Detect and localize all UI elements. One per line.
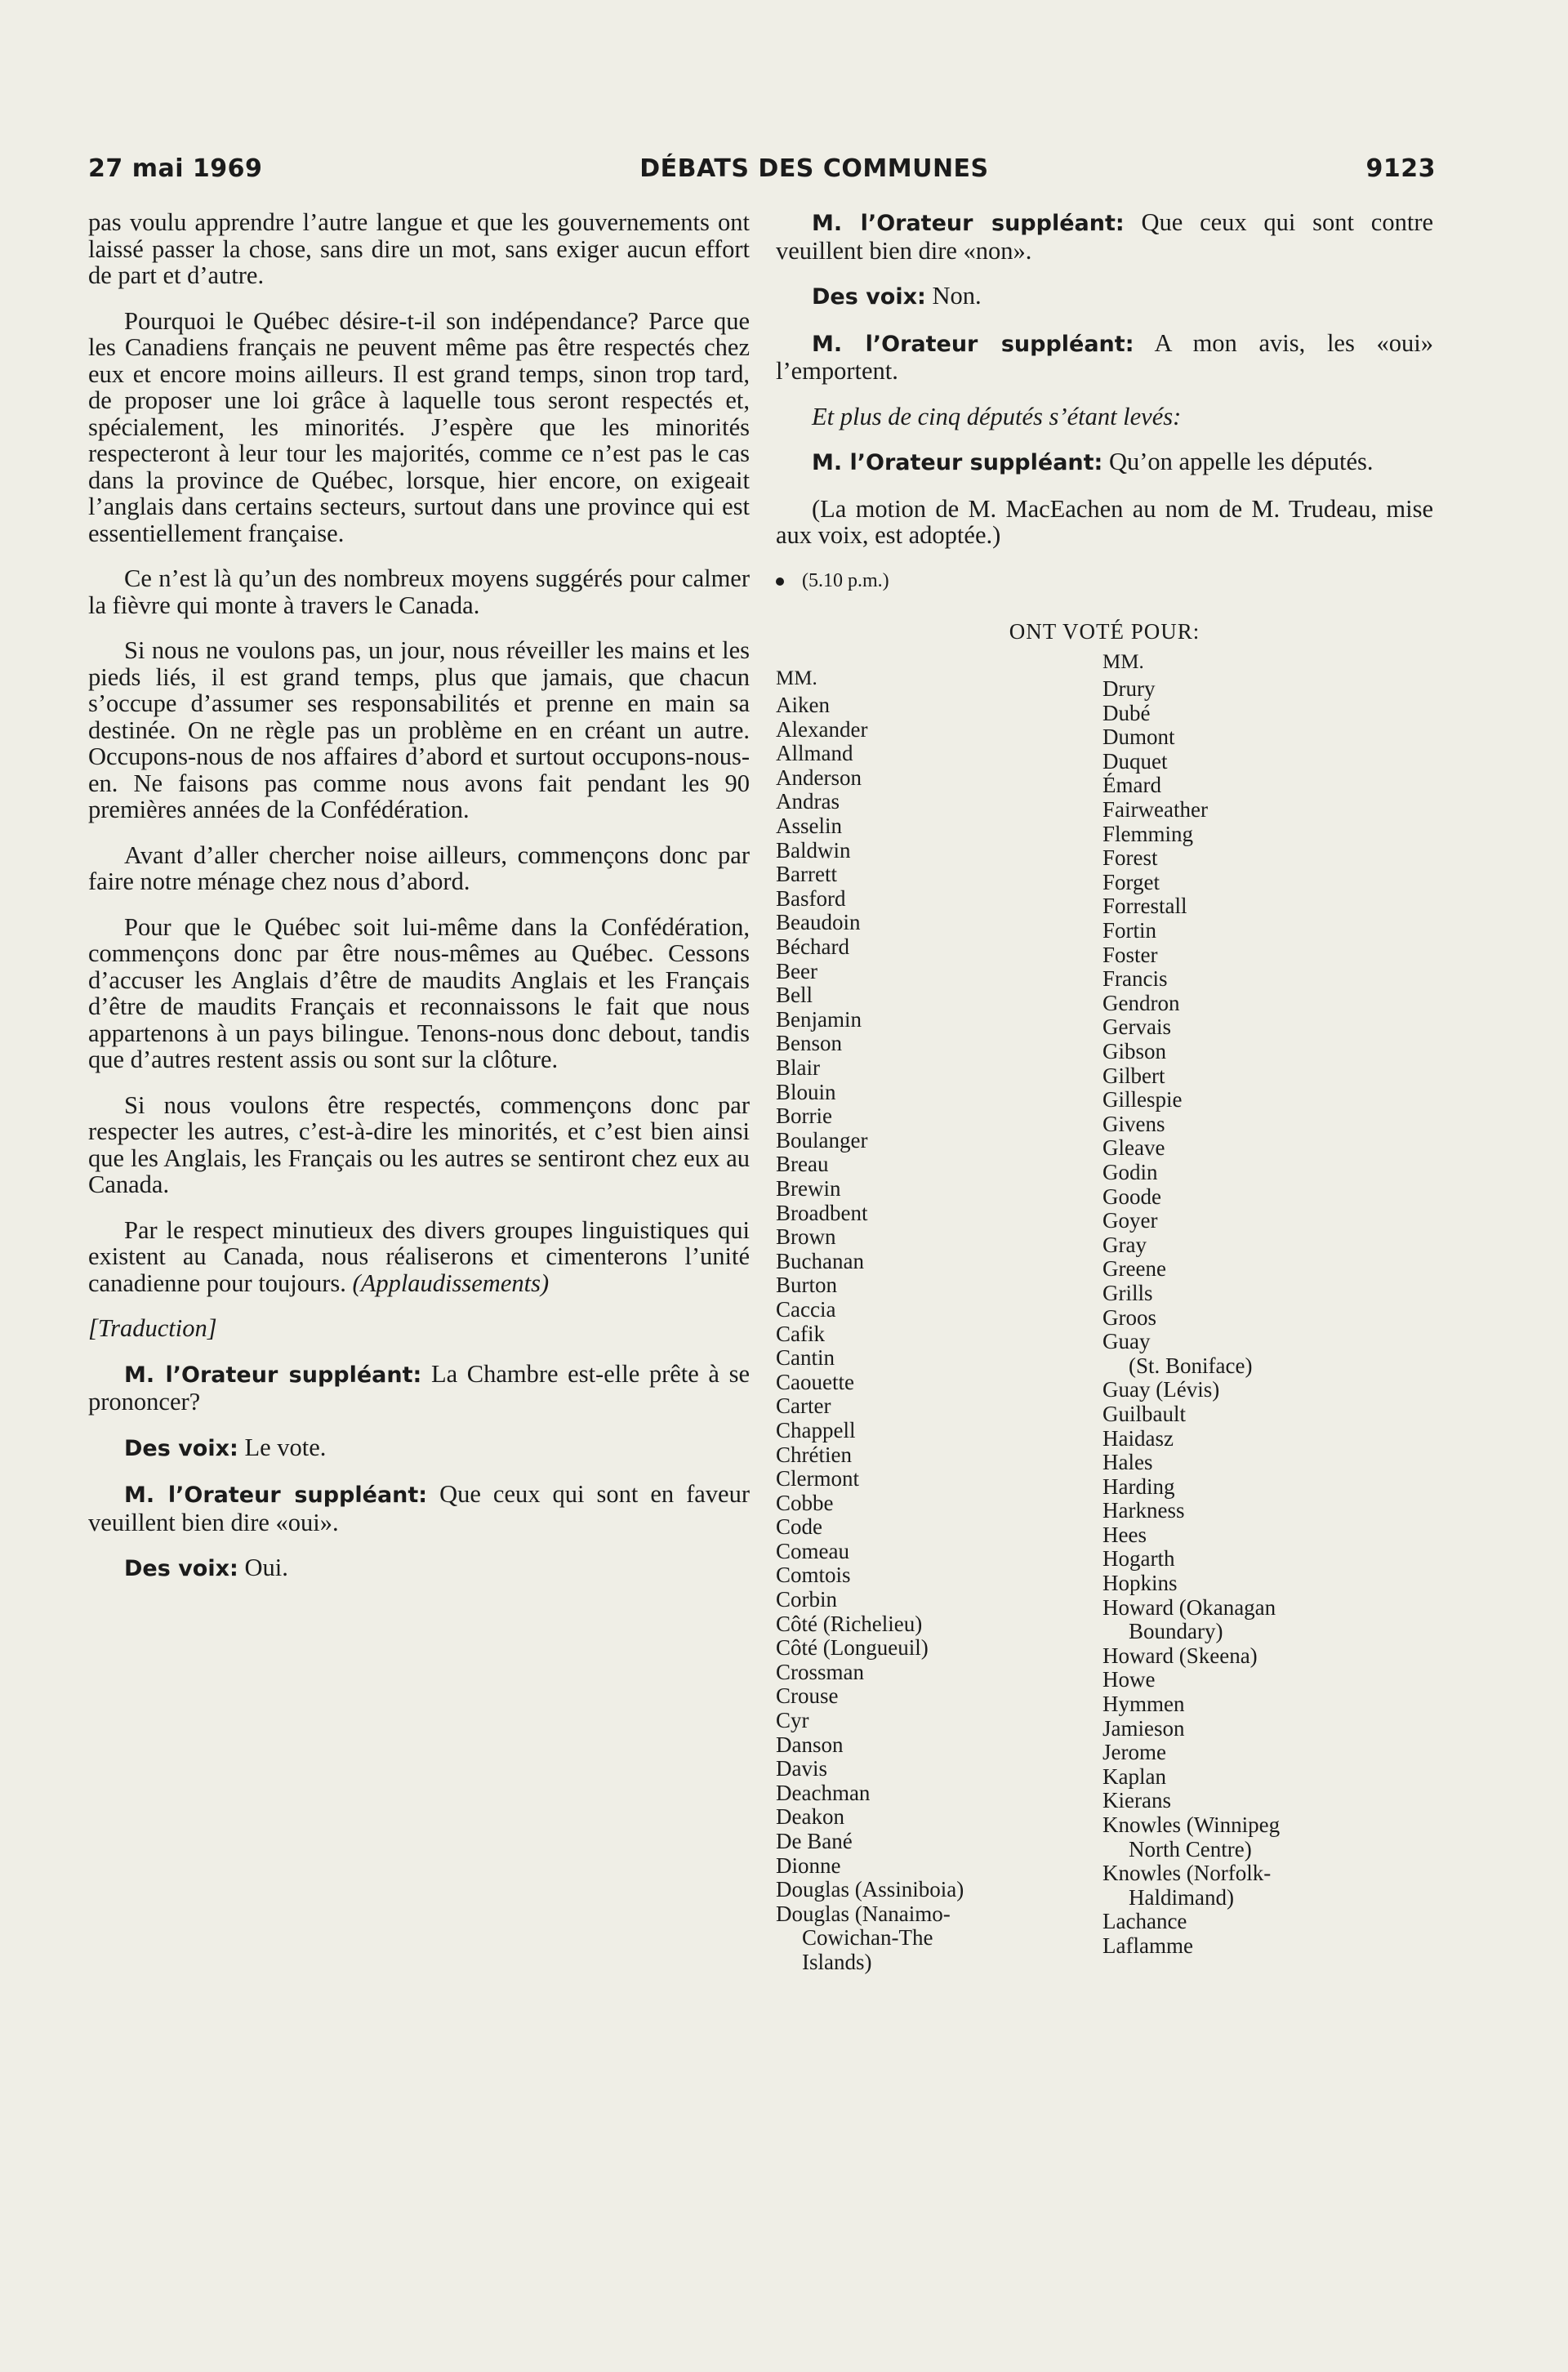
member-name: Boulanger — [776, 1127, 868, 1153]
member-name: Barrett — [776, 862, 837, 887]
member-name: Douglas (Nanaimo- — [776, 1901, 951, 1926]
paragraph: Si nous voulons être respectés, commençons donc par respecter les autres, c’est-à-dire les minorités, et c’est bien ainsi que les Anglais, les Français ou les autres se sentiront chez eux au Canada. — [88, 1090, 750, 1198]
vote-heading: ONT VOTÉ POUR: — [1009, 619, 1200, 644]
member-name: Carter — [776, 1393, 831, 1419]
member-name: Cantin — [776, 1345, 835, 1371]
member-name: Hopkins — [1102, 1571, 1178, 1596]
member-name: Hogarth — [1102, 1546, 1175, 1572]
paragraph: Avant d’aller chercher noise ailleurs, commençons donc par faire notre ménage chez nous d’abord. — [88, 840, 750, 895]
speaker-name: M. l’Orateur suppléant: — [812, 331, 1134, 357]
member-name: Allmand — [776, 741, 853, 766]
paragraph: Ce n’est là qu’un des nombreux moyens suggérés pour calmer la fièvre qui monte à travers le Canada. — [88, 564, 750, 619]
member-name: Gillespie — [1102, 1087, 1183, 1112]
member-name: Guay — [1102, 1329, 1151, 1354]
member-name: Fortin — [1102, 918, 1157, 943]
member-name: Cowichan-The — [802, 1925, 933, 1951]
member-name: Foster — [1102, 942, 1158, 967]
member-name: Clermont — [776, 1466, 859, 1491]
left-column — [88, 209, 750, 1602]
speaker-name: Des voix: — [124, 1435, 238, 1461]
member-name: Beaudoin — [776, 910, 861, 935]
member-name: Laflamme — [1102, 1933, 1193, 1958]
speech-text: Le vote. — [244, 1433, 327, 1461]
paragraph: pas voulu apprendre l’autre langue et que les gouvernements ont laissé passer la chose, sans dire un mot, sans exiger aucun effort de part et d’autre. — [88, 208, 750, 289]
member-name: Gleave — [1102, 1135, 1165, 1161]
member-name: Kierans — [1102, 1788, 1171, 1813]
names-column-1 — [776, 667, 1102, 1975]
paragraph: Si nous ne voulons pas, un jour, nous réveiller les mains et les pieds liés, il est grand temps, plus que jamais, que chacun s’occupe d’assumer ses responsabilités et prenne en main sa destinée. On ne règle pas un problème en en créant un autre. Occupons-nous de nos affaires d’abord et surtout occupons-nous-en. Ne faisons pas comme nous avons fait pendant les 90 premières années de la Confédération. — [88, 636, 750, 823]
member-name: Deakon — [776, 1804, 844, 1830]
member-name: Dubé — [1102, 700, 1151, 725]
member-name: Jamieson — [1102, 1715, 1185, 1741]
member-name: Baldwin — [776, 837, 851, 863]
speech — [776, 448, 1433, 477]
member-name: De Bané — [776, 1829, 853, 1853]
speech-text: Non. — [932, 282, 982, 310]
member-name: Cobbe — [776, 1490, 834, 1515]
member-name: North Centre) — [1129, 1836, 1252, 1861]
member-name: Brown — [776, 1224, 836, 1250]
member-name: Buchanan — [776, 1248, 864, 1273]
member-name: Broadbent — [776, 1200, 868, 1225]
speech — [776, 209, 1433, 264]
member-name: Goode — [1102, 1184, 1161, 1209]
member-name: Grills — [1102, 1280, 1153, 1305]
speech-text: Que ceux qui sont contre veuillent bien dire «non». — [776, 208, 1434, 265]
mm-label: MM. — [776, 667, 817, 689]
member-name: Islands) — [802, 1949, 872, 1974]
member-name: Émard — [1102, 773, 1161, 798]
member-name: Comeau — [776, 1538, 849, 1563]
member-name: Bell — [776, 983, 813, 1008]
member-name: Crossman — [776, 1659, 864, 1684]
speech — [88, 1554, 750, 1583]
speech — [88, 1361, 750, 1416]
member-name: Douglas (Assiniboia) — [776, 1877, 964, 1902]
member-name: Aiken — [776, 693, 830, 718]
speech-text: La Chambre est-elle prête à se prononcer? — [88, 1359, 750, 1416]
stage-direction: Et plus de cinq députés s’étant levés: — [812, 402, 1182, 430]
paragraph: Pourquoi le Québec désire-t-il son indépendance? Parce que les Canadiens français ne peuvent même pas être respectés chez eux et encore moins ailleurs. Il est grand temps, sinon trop tard, de proposer une loi grâce à laquelle tous seront respectés et, spécialement, les minorités. J’espère que les minorités respecteront à leur tour les majorités, comme ce n’est pas le cas dans la province de Québec, lorsque, hier encore, on exigeait l’anglais dans certains secteurs, surtout dans une province qui est essentiellement française. — [88, 306, 750, 547]
speaker-name: Des voix: — [124, 1556, 238, 1581]
member-name: Knowles (Norfolk- — [1102, 1861, 1272, 1886]
speaker-name: Des voix: — [812, 284, 926, 310]
names-column-2 — [1102, 650, 1429, 1975]
member-name: Côté (Longueuil) — [776, 1635, 929, 1661]
member-name: Haidasz — [1102, 1425, 1174, 1451]
member-name: Dumont — [1102, 725, 1175, 750]
member-name: Chrétien — [776, 1442, 852, 1467]
member-name: Gilbert — [1102, 1063, 1165, 1088]
names-list — [1102, 677, 1429, 1958]
member-name: Burton — [776, 1273, 838, 1298]
member-name: Kaplan — [1102, 1763, 1166, 1789]
member-name: Guay (Lévis) — [1102, 1377, 1220, 1402]
member-name: Côté (Richelieu) — [776, 1611, 923, 1636]
member-name: Anderson — [776, 765, 862, 790]
names-list — [776, 693, 1102, 1974]
header-page-number: 9123 — [1365, 154, 1436, 183]
speech-text: Que ceux qui sont en faveur veuillent bien dire «oui». — [88, 1480, 750, 1536]
speech-text: Oui. — [244, 1554, 288, 1581]
member-name: Crouse — [776, 1683, 839, 1709]
member-name: Hales — [1102, 1450, 1153, 1475]
member-name: Comtois — [776, 1563, 851, 1588]
member-name: Danson — [776, 1732, 844, 1757]
page-header — [88, 144, 1436, 193]
member-name: Gray — [1102, 1232, 1147, 1257]
header-title: DÉBATS DES COMMUNES — [639, 154, 989, 183]
member-name: Code — [776, 1514, 822, 1540]
member-name: Davis — [776, 1756, 827, 1781]
vote-names — [776, 650, 1433, 1975]
member-name: Flemming — [1102, 821, 1194, 846]
member-name: Forrestall — [1102, 894, 1187, 919]
speech — [776, 330, 1433, 385]
member-name: Jerome — [1102, 1740, 1166, 1765]
member-name: Brewin — [776, 1175, 841, 1201]
speech — [88, 1481, 750, 1536]
member-name: Alexander — [776, 716, 868, 742]
member-name: Guilbault — [1102, 1401, 1186, 1426]
member-name: Forest — [1102, 845, 1158, 871]
speech — [88, 1434, 750, 1463]
member-name: Caccia — [776, 1296, 836, 1322]
member-name: Blair — [776, 1055, 820, 1080]
bullet-icon — [776, 577, 784, 586]
member-name: Fairweather — [1102, 797, 1208, 823]
speaker-name: M. l’Orateur suppléant: — [812, 450, 1103, 475]
right-column — [776, 209, 1433, 1975]
member-name: Harkness — [1102, 1498, 1185, 1523]
member-name: Borrie — [776, 1104, 832, 1129]
member-name: Givens — [1102, 1111, 1165, 1136]
member-name: Greene — [1102, 1256, 1166, 1282]
member-name: Caouette — [776, 1369, 854, 1394]
member-name: Drury — [1102, 676, 1156, 702]
speech-text: Qu’on appelle les députés. — [1108, 448, 1374, 475]
member-name: Asselin — [776, 814, 842, 839]
speech — [776, 283, 1433, 311]
speaker-name: M. l’Orateur suppléant: — [124, 1482, 428, 1508]
member-name: Gendron — [1102, 990, 1180, 1015]
member-name: Francis — [1102, 966, 1168, 992]
member-name: Andras — [776, 789, 840, 814]
member-name: Boundary) — [1129, 1619, 1223, 1644]
member-name: Gervais — [1102, 1014, 1171, 1040]
member-name: Dionne — [776, 1853, 841, 1878]
member-name: Corbin — [776, 1587, 838, 1612]
member-name: Lachance — [1102, 1909, 1187, 1934]
member-name: Duquet — [1102, 748, 1168, 774]
member-name: Gibson — [1102, 1039, 1167, 1063]
member-name: Hymmen — [1102, 1692, 1185, 1717]
member-name: Forget — [1102, 869, 1160, 894]
member-name: Cyr — [776, 1708, 809, 1733]
applause-note: (Applaudissements) — [352, 1268, 550, 1297]
member-name: Chappell — [776, 1417, 856, 1442]
member-name: Godin — [1102, 1159, 1158, 1184]
motion-result: (La motion de M. MacEachen au nom de M. Trudeau, mise aux voix, est adoptée.) — [776, 494, 1433, 549]
member-name: Breau — [776, 1152, 829, 1177]
speaker-name: M. l’Orateur suppléant: — [812, 211, 1125, 236]
member-name: Haldimand) — [1129, 1884, 1234, 1910]
paragraph: Pour que le Québec soit lui-même dans la Confédération, commençons donc par être nous-mêmes au Québec. Cessons d’accuser les Anglais d’être de maudits Anglais et les Français d’être de maudits Français et reconnaissons le fait que nous appartenons à un pays bilingue. Tenons-nous donc debout, tandis que d’autres restent assis ou sont sur la clôture. — [88, 912, 750, 1073]
member-name: Groos — [1102, 1304, 1156, 1330]
member-name: Howe — [1102, 1667, 1156, 1692]
vote-time-text: (5.10 p.m.) — [802, 569, 889, 591]
member-name: Hees — [1102, 1522, 1147, 1547]
member-name: Harding — [1102, 1474, 1175, 1499]
speech-text: A mon avis, les «oui» l’emportent. — [776, 328, 1434, 385]
member-name: Goyer — [1102, 1208, 1158, 1233]
member-name: (St. Boniface) — [1129, 1353, 1253, 1378]
header-date: 27 mai 1969 — [88, 154, 263, 183]
paragraph — [88, 1217, 750, 1297]
member-name: Howard (Skeena) — [1102, 1643, 1258, 1668]
member-name: Benson — [776, 1031, 842, 1056]
mm-label: MM. — [1102, 650, 1144, 673]
member-name: Howard (Okanagan — [1102, 1594, 1276, 1620]
member-name: Cafik — [776, 1321, 825, 1346]
member-name: Béchard — [776, 934, 849, 960]
member-name: Beer — [776, 958, 817, 983]
member-name: Deachman — [776, 1780, 871, 1805]
member-name: Benjamin — [776, 1006, 862, 1032]
translation-note: [Traduction] — [88, 1314, 217, 1342]
member-name: Basford — [776, 885, 846, 911]
member-name: Knowles (Winnipeg — [1102, 1812, 1281, 1837]
vote-time — [776, 568, 1433, 595]
speaker-name: M. l’Orateur suppléant: — [124, 1362, 422, 1388]
paragraph-text: Par le respect minutieux des divers groupes linguistiques qui existent au Canada, nous réaliserons et cimenterons l’unité canadienne pour toujours. — [88, 1215, 750, 1297]
member-name: Blouin — [776, 1079, 836, 1104]
